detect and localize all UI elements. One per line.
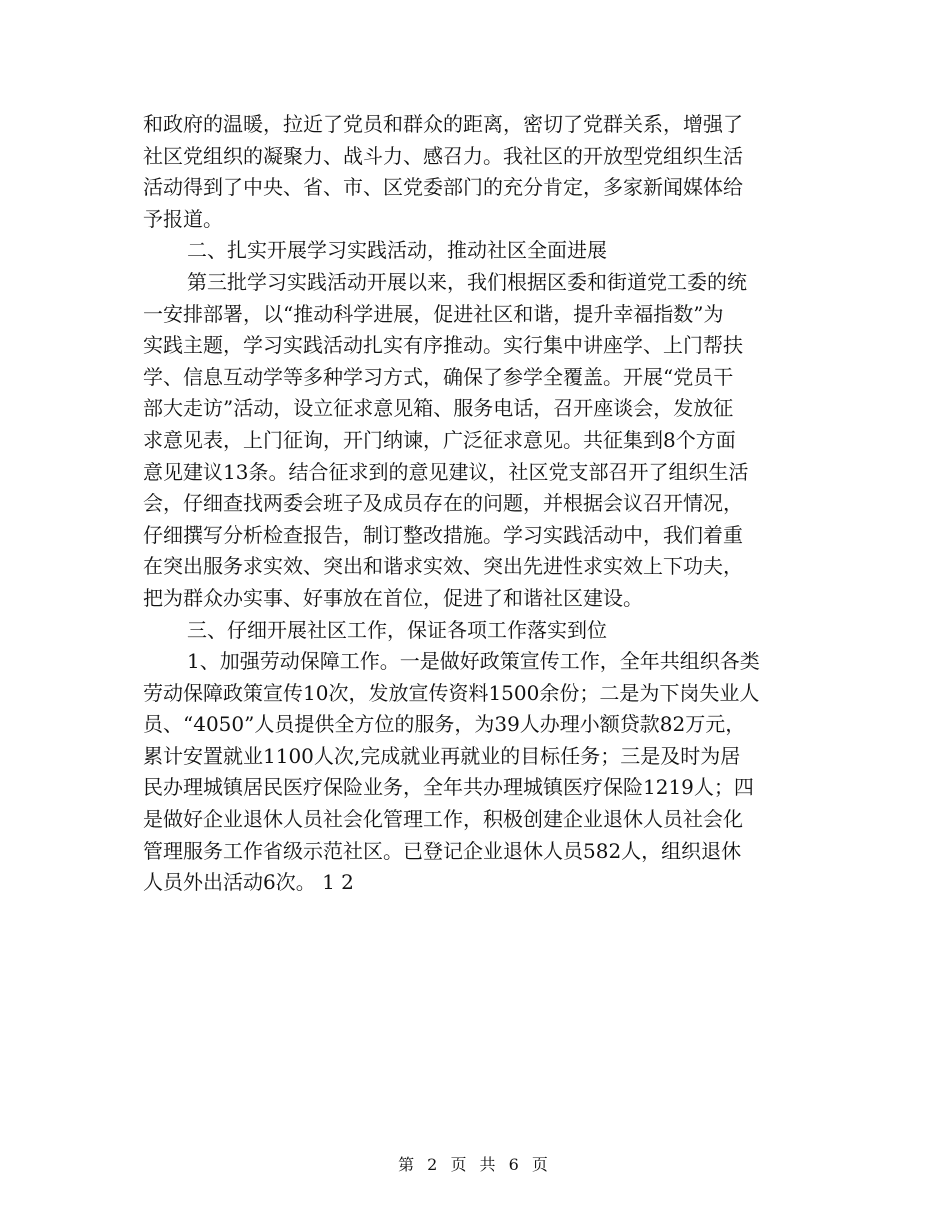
text-line: 累计安置就业1100人次,完成就业再就业的目标任务；三是及时为居 [143, 743, 741, 768]
text-line: 求意见表，上门征询，开门纳谏，广泛征求意见。共征集到8个方面 [143, 427, 736, 452]
text-line: 1、加强劳动保障工作。一是做好政策宣传工作，全年共组织各类 [187, 649, 760, 674]
text-line: 劳动保障政策宣传10次，发放宣传资料1500余份；二是为下岗失业人 [143, 680, 760, 705]
text-line: 和政府的温暖，拉近了党员和群众的距离，密切了党群关系，增强了 [143, 112, 743, 136]
text-line: 一安排部署，以“推动科学进展，促进社区和谐，提升幸福指数”为 [143, 301, 724, 326]
text-line: 人员外出活动6次。 1 2 [143, 870, 354, 895]
text-line: 活动得到了中央、省、市、区党委部门的充分肯定，多家新闻媒体给 [143, 175, 743, 200]
text-line: 予报道。 [143, 206, 223, 231]
text-line: 在突出服务求实效、突出和谐求实效、突出先进性求实效上下功夫， [143, 554, 743, 579]
text-line: 社区党组织的凝聚力、战斗力、感召力。我社区的开放型党组织生活 [143, 143, 743, 168]
text-line: 学、信息互动学等多种学习方式，确保了参学全覆盖。开展“党员干 [143, 364, 734, 389]
body-text [143, 109, 808, 899]
page-number-footer: 第 2 页 共 6 页 [398, 1155, 552, 1174]
text-line: 会，仔细查找两委会班子及成员存在的问题，并根据会议召开情况， [143, 491, 743, 516]
section-heading: 三、仔细开展社区工作，保证各项工作落实到位 [187, 617, 607, 642]
text-line: 管理服务工作省级示范社区。已登记企业退休人员582人，组织退休 [143, 838, 742, 863]
text-line: 意见建议13条。结合征求到的意见建议，社区党支部召开了组织生活 [143, 459, 749, 484]
text-line: 部大走访”活动，设立征求意见箱、服务电话，召开座谈会，发放征 [143, 396, 734, 421]
section-heading: 二、扎实开展学习实践活动，推动社区全面进展 [187, 238, 607, 263]
text-line: 第三批学习实践活动开展以来，我们根据区委和街道党工委的统 [187, 269, 747, 294]
text-line: 仔细撰写分析检查报告，制订整改措施。学习实践活动中，我们着重 [143, 522, 743, 547]
text-line: 是做好企业退休人员社会化管理工作，积极创建企业退休人员社会化 [143, 807, 743, 832]
text-line: 员、“4050”人员提供全方位的服务，为39人办理小额贷款82万元， [143, 712, 746, 737]
text-line: 实践主题，学习实践活动扎实有序推动。实行集中讲座学、上门帮扶 [143, 333, 743, 358]
text-line: 把为群众办实事、好事放在首位，促进了和谐社区建设。 [143, 585, 643, 610]
text-line: 民办理城镇居民医疗保险业务，全年共办理城镇医疗保险1219人；四 [143, 775, 754, 800]
